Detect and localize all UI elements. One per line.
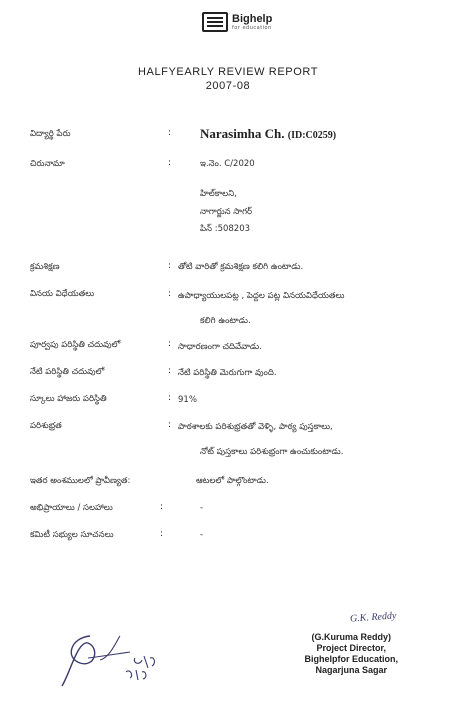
- address-line: హిల్‌కాలని,: [200, 189, 237, 199]
- colon: :: [168, 339, 172, 349]
- signatory-title: Project Director,: [316, 643, 387, 653]
- handwritten-signature-left: [60, 628, 170, 688]
- colon: :: [168, 261, 172, 271]
- other-skills-value: ఆటలలో పాల్గొంటాడు.: [196, 476, 269, 486]
- address-line: ఇ.నెం. C/2020: [200, 159, 255, 169]
- other-skills-label: ఇతర అంశములలో ప్రావీణ్యత:: [30, 476, 131, 486]
- discipline-value: తోటి వారితో క్రమశిక్షణ కలిగి ఉంటాడు.: [178, 262, 304, 272]
- opinions-value: -: [200, 503, 204, 513]
- colon: :: [168, 420, 172, 430]
- signatory-place: Nagarjuna Sagar: [315, 665, 388, 675]
- colon: :: [160, 502, 164, 512]
- discipline-label: క్రమశిక్షణ: [30, 262, 60, 272]
- student-name: [200, 126, 336, 142]
- report-title: HALFYEARLY REVIEW REPORT: [137, 66, 319, 78]
- curr-study-value: నేటి పరిస్థితి మెరుగుగా వుంది.: [178, 368, 277, 378]
- student-id: (ID:C0259): [287, 130, 337, 141]
- colon: :: [168, 393, 172, 403]
- committee-value: -: [200, 530, 204, 540]
- student-name-value: Narasimha Ch.: [200, 126, 285, 141]
- bighelp-logo: [202, 12, 272, 32]
- attendance-value: 91%: [178, 395, 197, 405]
- logo-tagline: for education: [232, 24, 272, 31]
- colon: :: [160, 529, 164, 539]
- cleanliness-value-1: పాఠశాలకు పరిశుభ్రతతో వెళ్ళి, పాఠ్య పుస్తకాలు,: [178, 422, 333, 432]
- colon: :: [168, 366, 172, 376]
- signatory-org: Bighelpfor Education,: [304, 654, 398, 664]
- book-icon: [202, 12, 228, 32]
- logo-name: Bighelp: [232, 12, 273, 25]
- prev-study-value: సాధారణంగా చదివేవాడు.: [178, 342, 262, 352]
- cleanliness-value-2: నోట్ పుస్తకాలు పరిశుభ్రంగా ఉంచుకుంటాడు.: [200, 447, 344, 457]
- signatory-name: (G.Kuruma Reddy): [311, 632, 391, 642]
- obedience-value-2: కలిగి ఉంటాడు.: [200, 316, 251, 326]
- address-line: నాగార్జున సాగర్: [200, 207, 253, 217]
- committee-label: కమిటీ సభ్యుల సూచనలు: [30, 530, 114, 540]
- obedience-value-1: ఉపాధ్యాయులపట్ల , పెద్దల పట్ల వినయవిధేయతలు: [178, 291, 345, 301]
- director-signature: G.K. Reddy: [349, 610, 397, 625]
- obedience-label: వినయ విధేయతలు: [30, 289, 95, 299]
- attendance-label: స్కూలు హాజరు పరిస్థితి: [30, 394, 107, 404]
- colon: :: [168, 128, 172, 138]
- signatory-block: [305, 632, 399, 676]
- prev-study-label: పూర్వపు పరిస్థితి చదువులో: [30, 340, 121, 350]
- colon: :: [168, 158, 172, 168]
- colon: :: [168, 289, 172, 299]
- opinions-label: అభిప్రాయాలు / సలహాలు: [30, 503, 113, 513]
- report-year: 2007-08: [205, 80, 251, 92]
- address-label: చిరునామా: [30, 159, 65, 169]
- student-name-label: విద్యార్థి పేరు: [30, 129, 71, 139]
- curr-study-label: నేటి పరిస్థితి చదువులో: [30, 367, 105, 377]
- address-pin: పిన్ :508203: [200, 224, 251, 234]
- cleanliness-label: పరిశుభ్రత: [30, 421, 62, 431]
